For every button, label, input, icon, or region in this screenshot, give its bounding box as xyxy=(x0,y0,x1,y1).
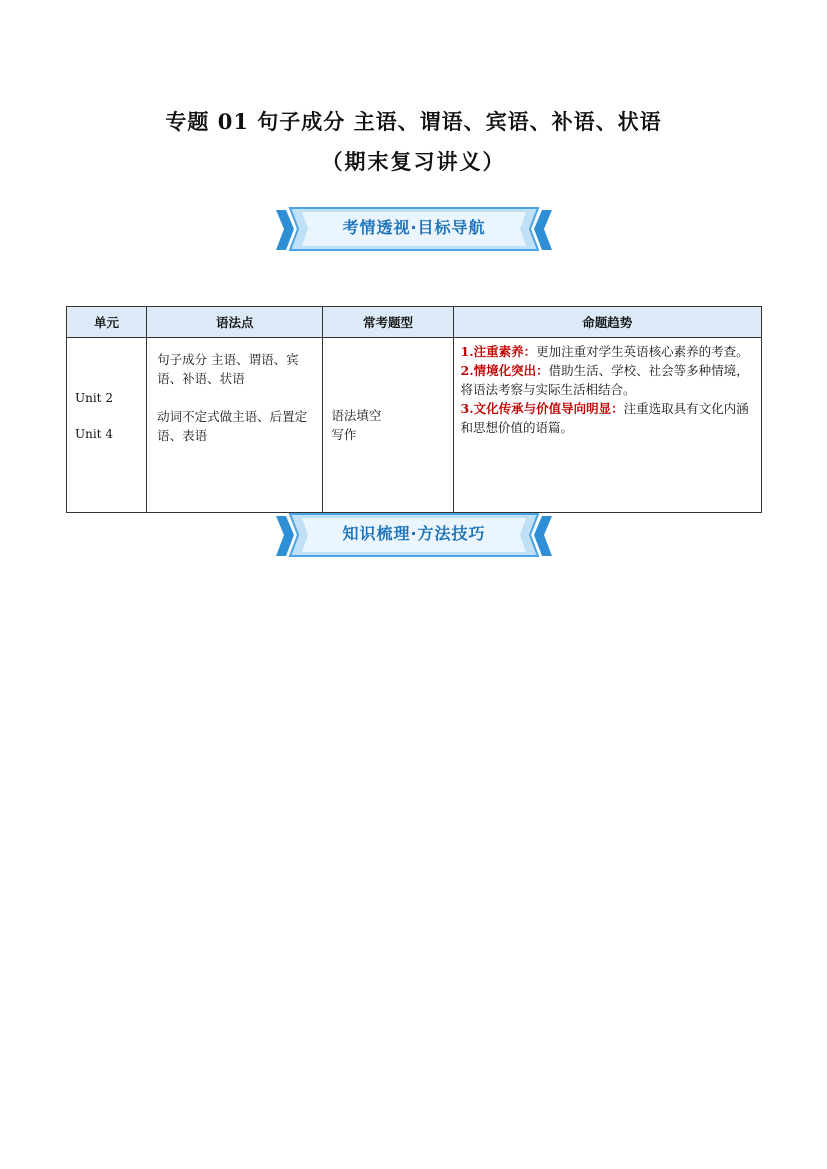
trend-cell xyxy=(453,338,761,513)
table-header-row xyxy=(67,307,762,338)
unit-item: Unit 4 xyxy=(75,427,113,441)
banner-label: 知识梳理·方法技巧 xyxy=(342,524,486,543)
trend-number: 1. xyxy=(460,344,474,359)
trend-item xyxy=(461,361,755,399)
unit-item: Unit 2 xyxy=(75,391,113,405)
question-type-item: 写作 xyxy=(331,427,357,442)
question-type-cell xyxy=(323,338,453,513)
grammar-cell xyxy=(147,338,323,513)
header-trend: 命题趋势 xyxy=(453,307,761,338)
trend-text: 借助生活、学校、社会等多种情境，将语法考察与实际生活相结合。 xyxy=(460,363,749,397)
trend-label: 文化传承与价值导向明显： xyxy=(473,401,624,416)
trend-number: 2. xyxy=(460,363,474,378)
question-type-item: 语法填空 xyxy=(331,408,382,423)
overview-table xyxy=(66,306,762,513)
section-banner-exam-overview xyxy=(276,206,552,252)
grammar-item: 动词不定式做主语、后置定语、表语 xyxy=(157,409,308,443)
section-banner-knowledge xyxy=(276,512,552,558)
trend-text: 注重选取具有文化内涵和思想价值的语篇。 xyxy=(460,401,749,435)
trend-text: 更加注重对学生英语核心素养的考查。 xyxy=(536,344,749,359)
trend-label: 注重素养： xyxy=(473,344,537,359)
banner-label: 考情透视·目标导航 xyxy=(342,218,486,237)
page-subtitle: （期末复习讲义） xyxy=(321,149,506,174)
header-unit: 单元 xyxy=(67,307,147,338)
trend-label: 情境化突出： xyxy=(473,363,549,378)
page-title: 专题 01 句子成分 主语、谓语、宾语、补语、状语 xyxy=(165,109,662,134)
header-grammar-point: 语法点 xyxy=(147,307,323,338)
unit-cell xyxy=(67,338,147,513)
table-row xyxy=(67,338,762,513)
header-question-type: 常考题型 xyxy=(323,307,453,338)
trend-item xyxy=(461,342,755,361)
grammar-item: 句子成分 主语、谓语、宾语、补语、状语 xyxy=(157,352,299,386)
trend-number: 3. xyxy=(460,401,474,416)
trend-item xyxy=(461,399,755,437)
